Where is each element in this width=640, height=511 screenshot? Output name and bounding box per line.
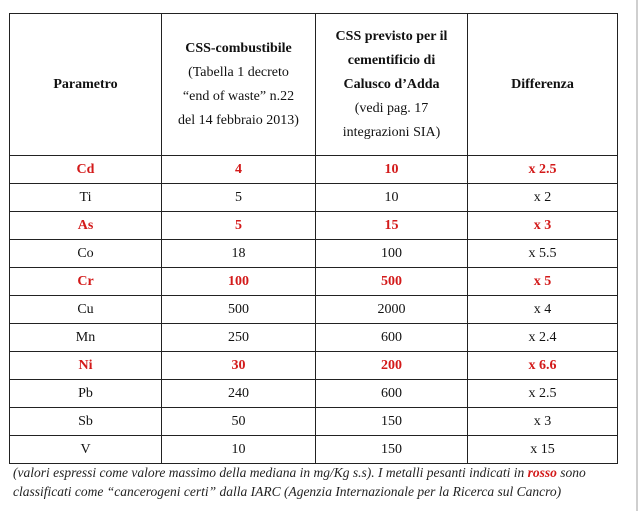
- cell-css-value: 5: [162, 212, 316, 240]
- cell-planned-value: 150: [316, 408, 468, 436]
- cell-planned-value: 600: [316, 324, 468, 352]
- header-css-line: (Tabella 1 decreto: [188, 64, 289, 80]
- cell-css-value: 5: [162, 184, 316, 212]
- table-row: [10, 268, 618, 296]
- cell-planned-value: 2000: [316, 296, 468, 324]
- cell-difference: x 2.5: [468, 156, 618, 184]
- table-row: [10, 240, 618, 268]
- table-row: [10, 324, 618, 352]
- cell-difference: x 5.5: [468, 240, 618, 268]
- header-css-line: del 14 febbraio 2013): [178, 112, 299, 128]
- cell-parameter: Cd: [10, 156, 162, 184]
- cell-difference: x 3: [468, 212, 618, 240]
- cell-parameter: Pb: [10, 380, 162, 408]
- table-row: [10, 184, 618, 212]
- cell-planned-value: 10: [316, 156, 468, 184]
- table-row: [10, 408, 618, 436]
- cell-difference: x 15: [468, 436, 618, 464]
- cell-difference: x 2.5: [468, 380, 618, 408]
- cell-css-value: 18: [162, 240, 316, 268]
- cell-parameter: Cu: [10, 296, 162, 324]
- cell-parameter: V: [10, 436, 162, 464]
- cell-parameter: Sb: [10, 408, 162, 436]
- cell-planned-value: 10: [316, 184, 468, 212]
- cell-planned-value: 150: [316, 436, 468, 464]
- table-row: [10, 212, 618, 240]
- cell-parameter: Mn: [10, 324, 162, 352]
- cell-css-value: 500: [162, 296, 316, 324]
- header-differenza: Differenza: [468, 14, 618, 156]
- cell-difference: x 4: [468, 296, 618, 324]
- cell-css-value: 30: [162, 352, 316, 380]
- cell-planned-value: 500: [316, 268, 468, 296]
- header-planned-title: CSS previsto per il: [335, 28, 448, 44]
- header-css-title: CSS-combustibile: [185, 40, 292, 56]
- table-row: [10, 436, 618, 464]
- header-css-line: “end of waste” n.22: [182, 88, 295, 104]
- header-css-previsto: [316, 14, 468, 156]
- cell-css-value: 100: [162, 268, 316, 296]
- cell-parameter: Cr: [10, 268, 162, 296]
- table-row: [10, 380, 618, 408]
- cell-css-value: 240: [162, 380, 316, 408]
- cell-planned-value: 100: [316, 240, 468, 268]
- table-row: [10, 156, 618, 184]
- cell-planned-value: 15: [316, 212, 468, 240]
- table-header-row: [10, 14, 618, 156]
- header-planned-title: Calusco d’Adda: [343, 76, 440, 92]
- footnote: [13, 464, 613, 511]
- cell-css-value: 50: [162, 408, 316, 436]
- cell-difference: x 3: [468, 408, 618, 436]
- cell-difference: x 5: [468, 268, 618, 296]
- footnote-text-start: (valori espressi come valore massimo della mediana in mg/Kg s.s). I metalli pesanti indicati in: [13, 465, 528, 480]
- header-parametro: Parametro: [10, 14, 162, 156]
- cell-planned-value: 200: [316, 352, 468, 380]
- footnote-text-end: sono classificati come “cancerogeni certi” dalla IARC (Agenzia Internazionale per la Ricerca sul Cancro): [13, 465, 586, 499]
- footnote-red-word: rosso: [527, 465, 557, 480]
- table-row: [10, 352, 618, 380]
- cell-difference: x 2.4: [468, 324, 618, 352]
- table-row: [10, 296, 618, 324]
- cell-parameter: As: [10, 212, 162, 240]
- header-planned-line: integrazioni SIA): [342, 124, 441, 140]
- cell-planned-value: 600: [316, 380, 468, 408]
- header-planned-line: (vedi pag. 17: [354, 100, 429, 116]
- cell-parameter: Co: [10, 240, 162, 268]
- cell-difference: x 2: [468, 184, 618, 212]
- cell-parameter: Ti: [10, 184, 162, 212]
- cell-css-value: 250: [162, 324, 316, 352]
- header-css-combustibile: [162, 14, 316, 156]
- cell-difference: x 6.6: [468, 352, 618, 380]
- header-planned-title: cementificio di: [347, 52, 436, 68]
- cell-css-value: 10: [162, 436, 316, 464]
- cell-css-value: 4: [162, 156, 316, 184]
- metals-comparison-table: [9, 13, 618, 464]
- cell-parameter: Ni: [10, 352, 162, 380]
